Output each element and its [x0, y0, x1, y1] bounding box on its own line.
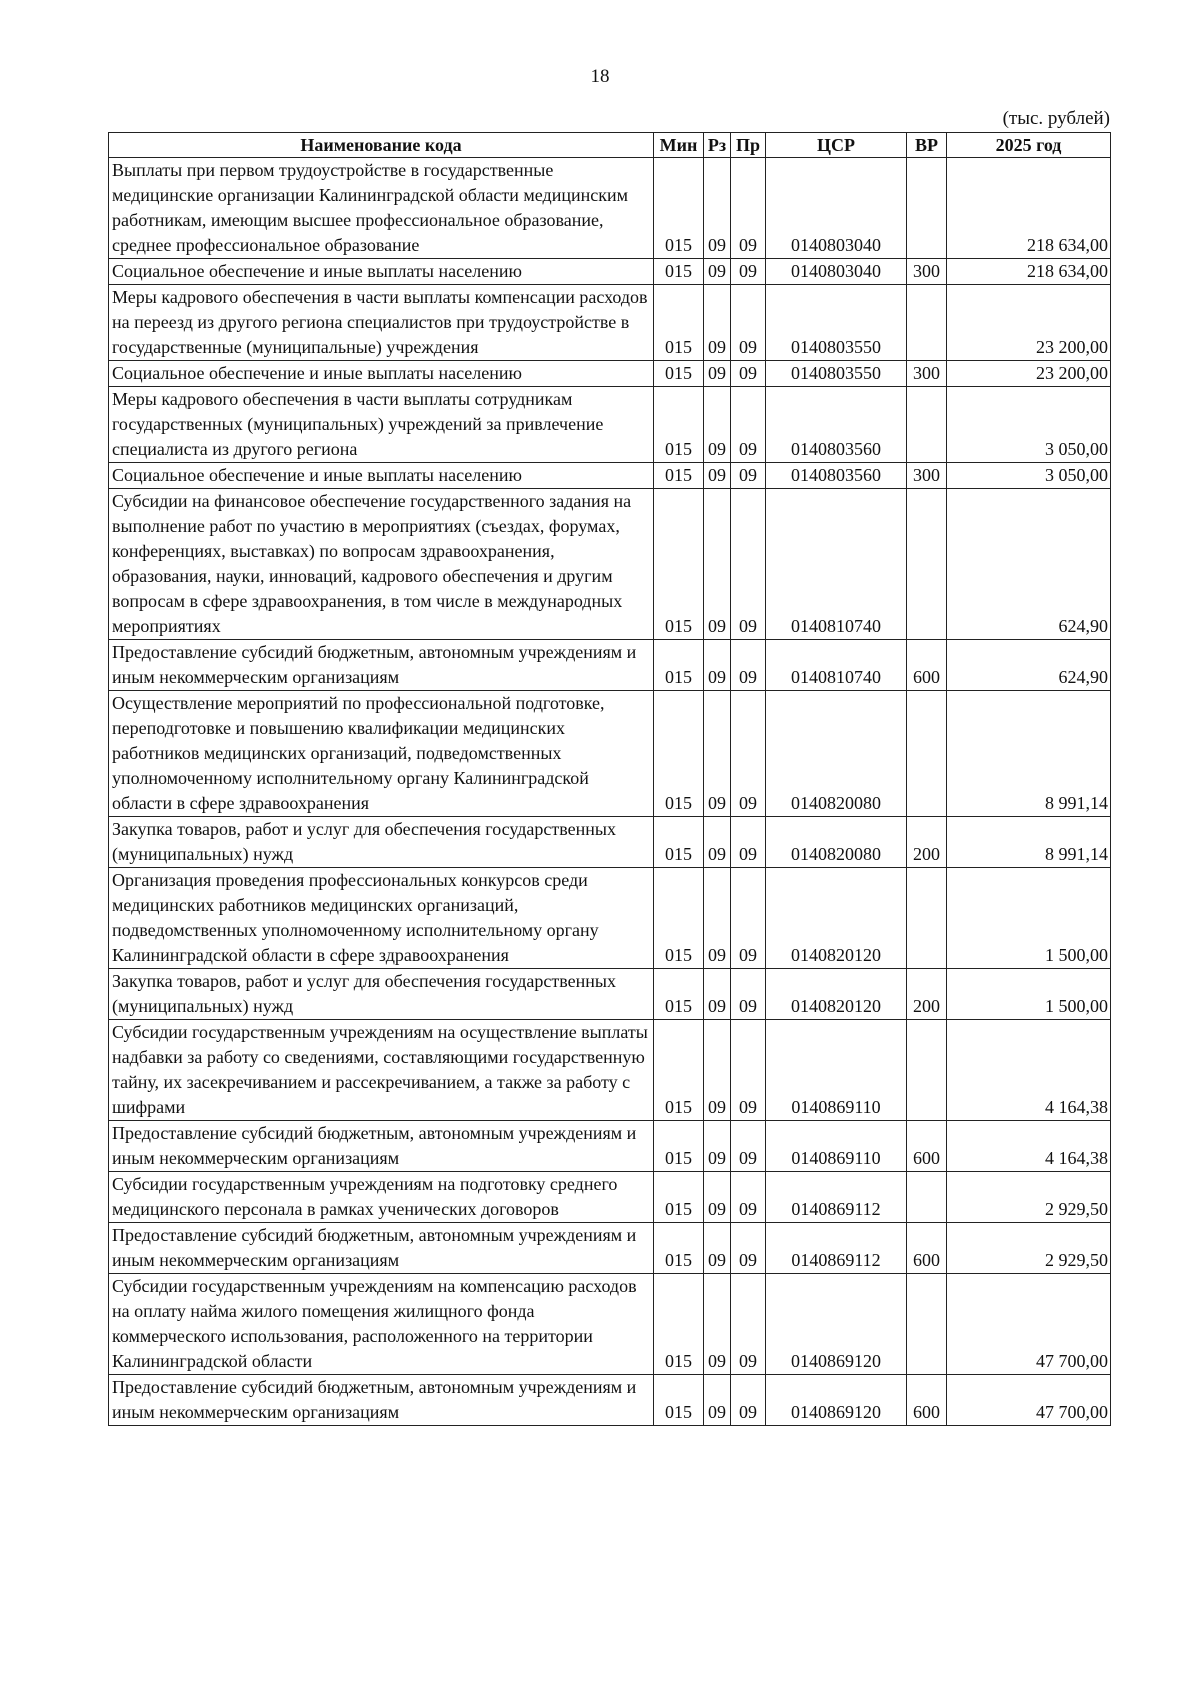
cell-rz: 09	[704, 868, 731, 969]
cell-min: 015	[654, 1375, 704, 1426]
cell-amount: 1 500,00	[947, 969, 1111, 1020]
cell-vr: 300	[907, 361, 947, 387]
cell-vr	[907, 158, 947, 259]
cell-pr: 09	[731, 691, 766, 817]
cell-vr: 300	[907, 463, 947, 489]
table-row	[109, 158, 1111, 259]
cell-min: 015	[654, 1274, 704, 1375]
cell-vr: 600	[907, 1121, 947, 1172]
cell-vr: 600	[907, 1223, 947, 1274]
cell-pr: 09	[731, 969, 766, 1020]
cell-amount: 624,90	[947, 640, 1111, 691]
cell-pr: 09	[731, 868, 766, 969]
cell-pr: 09	[731, 259, 766, 285]
table-row	[109, 1020, 1111, 1121]
cell-amount: 23 200,00	[947, 361, 1111, 387]
cell-name: Организация проведения профессиональных конкурсов среди медицинских работников медицинских организаций, подведомственных уполномоченному исполнительному органу Калининградской области в сфере здравоохранения	[109, 868, 654, 969]
cell-rz: 09	[704, 691, 731, 817]
cell-name: Предоставление субсидий бюджетным, автономным учреждениям и иным некоммерческим организациям	[109, 1375, 654, 1426]
cell-amount: 8 991,14	[947, 691, 1111, 817]
cell-vr: 300	[907, 259, 947, 285]
table-row	[109, 1223, 1111, 1274]
cell-vr	[907, 387, 947, 463]
table-header-row	[109, 133, 1111, 158]
cell-min: 015	[654, 489, 704, 640]
cell-min: 015	[654, 640, 704, 691]
cell-amount: 624,90	[947, 489, 1111, 640]
cell-csr: 0140820120	[766, 868, 907, 969]
cell-csr: 0140803040	[766, 158, 907, 259]
cell-rz: 09	[704, 1375, 731, 1426]
cell-min: 015	[654, 691, 704, 817]
table-row	[109, 969, 1111, 1020]
header-year: 2025 год	[947, 133, 1111, 158]
cell-rz: 09	[704, 489, 731, 640]
cell-csr: 0140803550	[766, 285, 907, 361]
cell-csr: 0140869110	[766, 1121, 907, 1172]
table-row	[109, 489, 1111, 640]
cell-vr: 600	[907, 1375, 947, 1426]
cell-csr: 0140810740	[766, 640, 907, 691]
cell-vr	[907, 1172, 947, 1223]
table-row	[109, 1274, 1111, 1375]
cell-csr: 0140869110	[766, 1020, 907, 1121]
cell-name: Социальное обеспечение и иные выплаты населению	[109, 463, 654, 489]
cell-name: Социальное обеспечение и иные выплаты населению	[109, 361, 654, 387]
cell-name: Субсидии на финансовое обеспечение государственного задания на выполнение работ по участию в мероприятиях (съездах, форумах, конференциях, выставках) по вопросам здравоохранения, образования, науки, инноваций, кадрового обеспечения и другим вопросам в сфере здравоохранения, в том числе в международных мероприятиях	[109, 489, 654, 640]
cell-amount: 8 991,14	[947, 817, 1111, 868]
header-csr: ЦСР	[766, 133, 907, 158]
cell-name: Меры кадрового обеспечения в части выплаты сотрудникам государственных (муниципальных) учреждений за привлечение специалиста из другого региона	[109, 387, 654, 463]
cell-pr: 09	[731, 1172, 766, 1223]
cell-vr	[907, 285, 947, 361]
table-row	[109, 387, 1111, 463]
table-row	[109, 817, 1111, 868]
cell-rz: 09	[704, 259, 731, 285]
table-row	[109, 463, 1111, 489]
cell-pr: 09	[731, 158, 766, 259]
cell-pr: 09	[731, 1274, 766, 1375]
table-row	[109, 1172, 1111, 1223]
cell-amount: 1 500,00	[947, 868, 1111, 969]
cell-csr: 0140820080	[766, 691, 907, 817]
cell-name: Предоставление субсидий бюджетным, автономным учреждениям и иным некоммерческим организациям	[109, 1121, 654, 1172]
cell-pr: 09	[731, 387, 766, 463]
cell-csr: 0140869120	[766, 1375, 907, 1426]
cell-amount: 2 929,50	[947, 1223, 1111, 1274]
cell-rz: 09	[704, 640, 731, 691]
cell-rz: 09	[704, 1172, 731, 1223]
cell-vr: 600	[907, 640, 947, 691]
cell-vr	[907, 1274, 947, 1375]
cell-rz: 09	[704, 361, 731, 387]
cell-name: Предоставление субсидий бюджетным, автономным учреждениям и иным некоммерческим организациям	[109, 1223, 654, 1274]
cell-amount: 47 700,00	[947, 1274, 1111, 1375]
cell-amount: 218 634,00	[947, 259, 1111, 285]
table-row	[109, 361, 1111, 387]
cell-vr	[907, 691, 947, 817]
cell-min: 015	[654, 158, 704, 259]
cell-amount: 4 164,38	[947, 1020, 1111, 1121]
cell-amount: 23 200,00	[947, 285, 1111, 361]
cell-pr: 09	[731, 463, 766, 489]
cell-rz: 09	[704, 817, 731, 868]
cell-min: 015	[654, 259, 704, 285]
table-row	[109, 640, 1111, 691]
cell-csr: 0140810740	[766, 489, 907, 640]
cell-csr: 0140869120	[766, 1274, 907, 1375]
cell-name: Субсидии государственным учреждениям на подготовку среднего медицинского персонала в рамках ученических договоров	[109, 1172, 654, 1223]
cell-pr: 09	[731, 1121, 766, 1172]
cell-pr: 09	[731, 1375, 766, 1426]
table-row	[109, 868, 1111, 969]
table-row	[109, 1375, 1111, 1426]
cell-min: 015	[654, 285, 704, 361]
cell-csr: 0140820080	[766, 817, 907, 868]
cell-rz: 09	[704, 1121, 731, 1172]
cell-vr	[907, 1020, 947, 1121]
cell-rz: 09	[704, 969, 731, 1020]
cell-vr	[907, 489, 947, 640]
cell-min: 015	[654, 387, 704, 463]
cell-amount: 218 634,00	[947, 158, 1111, 259]
header-pr: Пр	[731, 133, 766, 158]
cell-min: 015	[654, 1172, 704, 1223]
cell-name: Субсидии государственным учреждениям на осуществление выплаты надбавки за работу со сведениями, составляющими государственную тайну, их засекречиванием и рассекречиванием, а также за работу с шифрами	[109, 1020, 654, 1121]
budget-table	[108, 132, 1111, 1426]
cell-rz: 09	[704, 1020, 731, 1121]
cell-csr: 0140869112	[766, 1172, 907, 1223]
cell-name: Предоставление субсидий бюджетным, автономным учреждениям и иным некоммерческим организациям	[109, 640, 654, 691]
cell-rz: 09	[704, 158, 731, 259]
cell-pr: 09	[731, 489, 766, 640]
cell-pr: 09	[731, 640, 766, 691]
header-min: Мин	[654, 133, 704, 158]
cell-min: 015	[654, 1121, 704, 1172]
cell-min: 015	[654, 969, 704, 1020]
cell-pr: 09	[731, 285, 766, 361]
cell-amount: 2 929,50	[947, 1172, 1111, 1223]
cell-name: Социальное обеспечение и иные выплаты населению	[109, 259, 654, 285]
cell-csr: 0140803560	[766, 463, 907, 489]
cell-csr: 0140803560	[766, 387, 907, 463]
cell-amount: 3 050,00	[947, 463, 1111, 489]
table-row	[109, 691, 1111, 817]
cell-amount: 47 700,00	[947, 1375, 1111, 1426]
cell-rz: 09	[704, 1223, 731, 1274]
cell-pr: 09	[731, 361, 766, 387]
cell-name: Закупка товаров, работ и услуг для обеспечения государственных (муниципальных) нужд	[109, 969, 654, 1020]
cell-amount: 3 050,00	[947, 387, 1111, 463]
cell-rz: 09	[704, 463, 731, 489]
header-rz: Рз	[704, 133, 731, 158]
cell-min: 015	[654, 817, 704, 868]
header-vr: ВР	[907, 133, 947, 158]
cell-rz: 09	[704, 1274, 731, 1375]
cell-name: Закупка товаров, работ и услуг для обеспечения государственных (муниципальных) нужд	[109, 817, 654, 868]
table-body	[109, 158, 1111, 1426]
cell-csr: 0140803550	[766, 361, 907, 387]
header-name: Наименование кода	[109, 133, 654, 158]
page-number: 18	[590, 66, 610, 87]
cell-name: Меры кадрового обеспечения в части выплаты компенсации расходов на переезд из другого региона специалистов при трудоустройстве в государственные (муниципальные) учреждения	[109, 285, 654, 361]
cell-csr: 0140803040	[766, 259, 907, 285]
cell-amount: 4 164,38	[947, 1121, 1111, 1172]
cell-min: 015	[654, 463, 704, 489]
cell-min: 015	[654, 361, 704, 387]
cell-vr: 200	[907, 817, 947, 868]
units-label: (тыс. рублей)	[1002, 108, 1110, 129]
cell-pr: 09	[731, 1223, 766, 1274]
cell-vr	[907, 868, 947, 969]
cell-min: 015	[654, 868, 704, 969]
cell-min: 015	[654, 1223, 704, 1274]
cell-rz: 09	[704, 285, 731, 361]
table-row	[109, 285, 1111, 361]
cell-rz: 09	[704, 387, 731, 463]
cell-pr: 09	[731, 817, 766, 868]
cell-csr: 0140869112	[766, 1223, 907, 1274]
table-row	[109, 259, 1111, 285]
table-row	[109, 1121, 1111, 1172]
cell-vr: 200	[907, 969, 947, 1020]
cell-csr: 0140820120	[766, 969, 907, 1020]
cell-name: Субсидии государственным учреждениям на компенсацию расходов на оплату найма жилого помещения жилищного фонда коммерческого использования, расположенного на территории Калининградской области	[109, 1274, 654, 1375]
cell-min: 015	[654, 1020, 704, 1121]
cell-name: Осуществление мероприятий по профессиональной подготовке, переподготовке и повышению квалификации медицинских работников медицинских организаций, подведомственных уполномоченному исполнительному органу Калининградской области в сфере здравоохранения	[109, 691, 654, 817]
cell-pr: 09	[731, 1020, 766, 1121]
cell-name: Выплаты при первом трудоустройстве в государственные медицинские организации Калининградской области медицинским работникам, имеющим высшее профессиональное образование, среднее профессиональное образование	[109, 158, 654, 259]
